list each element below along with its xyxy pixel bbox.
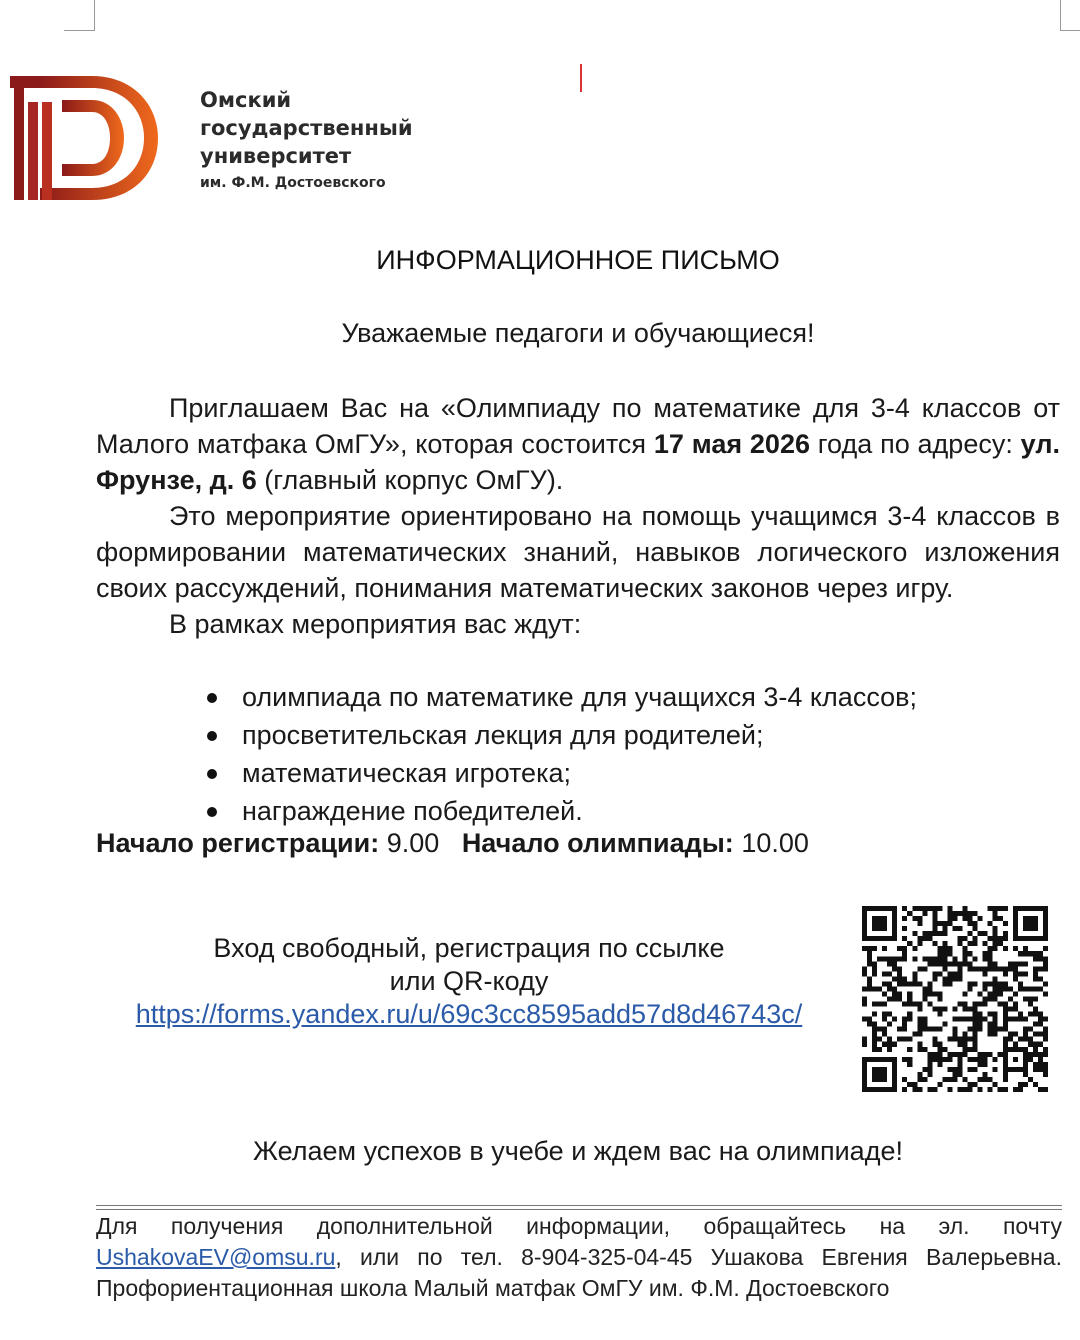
text-cursor (580, 64, 582, 92)
university-line-1: Омский (200, 88, 292, 112)
contact-email-link[interactable]: UshakovaEV@omsu.ru (96, 1244, 336, 1270)
letter-body (96, 390, 1060, 642)
crop-mark-right-h (1060, 30, 1080, 31)
olymp-start-value: 10.00 (741, 828, 809, 858)
registration-line-2: или QR-коду (389, 966, 549, 996)
registration-link[interactable]: https://forms.yandex.ru/u/69c3cc8595add57d8d46743c/ (135, 999, 803, 1029)
list-item: математическая игротека; (96, 754, 1060, 792)
paragraph-program-intro: В рамках мероприятия вас ждут: (169, 609, 582, 639)
university-line-2: государственный (200, 116, 413, 140)
closing-wish: Желаем успехов в учебе и ждем вас на олимпиаде! (253, 1136, 903, 1166)
crop-mark-right-v (1060, 0, 1061, 30)
footer-divider-second (96, 1209, 1062, 1210)
crop-mark-left-v (94, 0, 95, 30)
omsu-logo-icon (10, 72, 160, 204)
reg-start-value: 9.00 (386, 828, 440, 858)
footer-text-a: Для получения дополнительной информации, обращайтесь на эл. почту (96, 1213, 1062, 1239)
reg-start-label: Начало регистрации: (96, 828, 380, 858)
program-list (96, 678, 1060, 830)
footer-divider (96, 1205, 1062, 1206)
university-name (200, 86, 413, 196)
university-line-3: университет (200, 144, 352, 168)
registration-line-1: Вход свободный, регистрация по ссылке (213, 933, 725, 963)
paragraph-description: Это мероприятие ориентировано на помощь учащимся 3-4 классов в формировании математических знаний, навыков логического изложения своих рассуждений, понимания математических законов через игру. (96, 501, 1060, 603)
list-item: олимпиада по математике для учащихся 3-4 классов; (96, 678, 1060, 716)
paragraph-invitation (96, 390, 1060, 498)
schedule-line (96, 828, 809, 859)
registration-block (110, 932, 828, 1031)
qr-code-icon[interactable] (862, 906, 1048, 1092)
footer-text-b: , или по тел. 8-904-325-04-45 Ушакова Евгения Валерьевна. Профориентационная школа Малый матфак ОмГУ им. Ф.М. Достоевского (96, 1244, 1062, 1301)
list-item: награждение победителей. (96, 792, 1060, 830)
event-address: ул. Фрунзе, д. 6 (96, 429, 1060, 495)
para1-text-c: (главный корпус ОмГУ). (256, 465, 564, 495)
para1-text-b: года по адресу: (809, 429, 1021, 459)
footer-contact (96, 1211, 1062, 1304)
greeting: Уважаемые педагоги и обучающиеся! (341, 318, 815, 348)
olymp-start-label: Начало олимпиады: (461, 828, 734, 858)
list-item: просветительская лекция для родителей; (96, 716, 1060, 754)
event-date: 17 мая 2026 (653, 429, 810, 459)
crop-mark-left-h (64, 30, 95, 31)
letter-title: ИНФОРМАЦИОННОЕ ПИСЬМО (376, 245, 780, 275)
university-line-4: им. Ф.М. Достоевского (200, 175, 386, 191)
para1-text-a: Приглашаем Вас на «Олимпиаду по математике для 3-4 классов от Малого матфака ОмГУ», которая состоится (96, 393, 1060, 459)
